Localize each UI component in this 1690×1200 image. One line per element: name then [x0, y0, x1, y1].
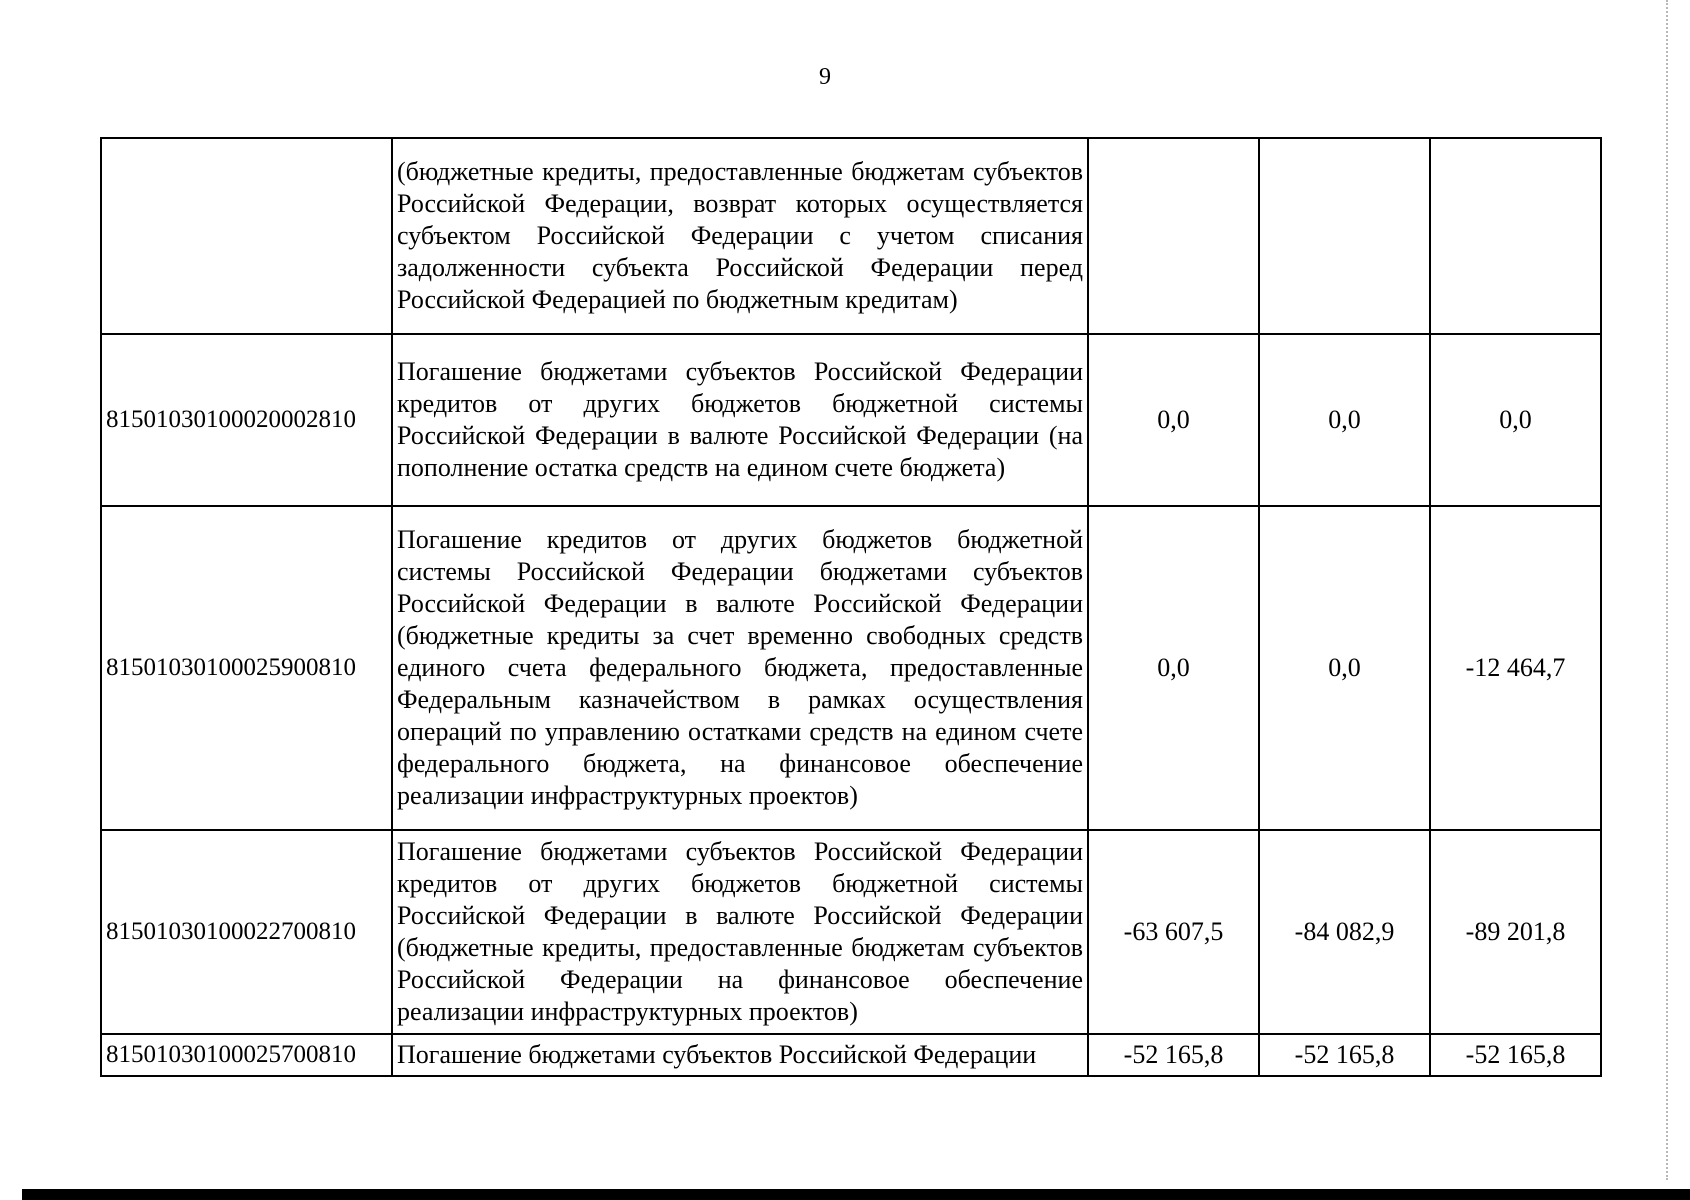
value-cell-3: -12 464,7 — [1430, 506, 1601, 830]
page-number: 9 — [819, 64, 831, 90]
budget-table — [100, 137, 1602, 1077]
budget-code-cell: 81501030100020002810 — [101, 334, 392, 506]
value-cell-3 — [1430, 138, 1601, 334]
value-cell-1: -52 165,8 — [1088, 1034, 1259, 1076]
scan-bottom-edge — [22, 1189, 1690, 1200]
budget-code-cell: 81501030100025900810 — [101, 506, 392, 830]
value-cell-1: 0,0 — [1088, 506, 1259, 830]
table-row — [101, 1034, 1601, 1076]
value-cell-1 — [1088, 138, 1259, 334]
budget-code-cell — [101, 138, 392, 334]
value-cell-1: -63 607,5 — [1088, 830, 1259, 1034]
scan-margin-line — [1665, 0, 1668, 1180]
value-cell-2: 0,0 — [1259, 506, 1430, 830]
value-cell-2: 0,0 — [1259, 334, 1430, 506]
budget-code-cell: 81501030100025700810 — [101, 1034, 392, 1076]
description-cell: (бюджетные кредиты, предоставленные бюджетам субъектов Российской Федерации, возврат которых осуществляется субъектом Российской Федерации с учетом списания задолженности субъекта Российской Федерации перед Российской Федерацией по бюджетным кредитам) — [392, 138, 1088, 334]
description-cell: Погашение бюджетами субъектов Российской Федерации кредитов от других бюджетов бюджетной системы Российской Федерации в валюте Российской Федерации (бюджетные кредиты, предоставленные бюджетам субъектов Российской Федерации на финансовое обеспечение реализации инфраструктурных проектов) — [392, 830, 1088, 1034]
table-row — [101, 506, 1601, 830]
value-cell-3: -52 165,8 — [1430, 1034, 1601, 1076]
value-cell-1: 0,0 — [1088, 334, 1259, 506]
value-cell-2 — [1259, 138, 1430, 334]
table-row — [101, 334, 1601, 506]
table-row — [101, 138, 1601, 334]
table-row — [101, 830, 1601, 1034]
budget-code-cell: 81501030100022700810 — [101, 830, 392, 1034]
value-cell-3: 0,0 — [1430, 334, 1601, 506]
value-cell-2: -52 165,8 — [1259, 1034, 1430, 1076]
description-cell: Погашение кредитов от других бюджетов бюджетной системы Российской Федерации бюджетами субъектов Российской Федерации в валюте Российской Федерации (бюджетные кредиты за счет временно свободных средств единого счета федерального бюджета, предоставленные Федеральным казначейством в рамках осуществления операций по управлению остатками средств на едином счете федерального бюджета, на финансовое обеспечение реализации инфраструктурных проектов) — [392, 506, 1088, 830]
value-cell-3: -89 201,8 — [1430, 830, 1601, 1034]
description-cell: Погашение бюджетами субъектов Российской Федерации кредитов от других бюджетов бюджетной системы Российской Федерации в валюте Российской Федерации (на пополнение остатка средств на едином счете бюджета) — [392, 334, 1088, 506]
description-cell: Погашение бюджетами субъектов Российской Федерации — [392, 1034, 1088, 1076]
value-cell-2: -84 082,9 — [1259, 830, 1430, 1034]
